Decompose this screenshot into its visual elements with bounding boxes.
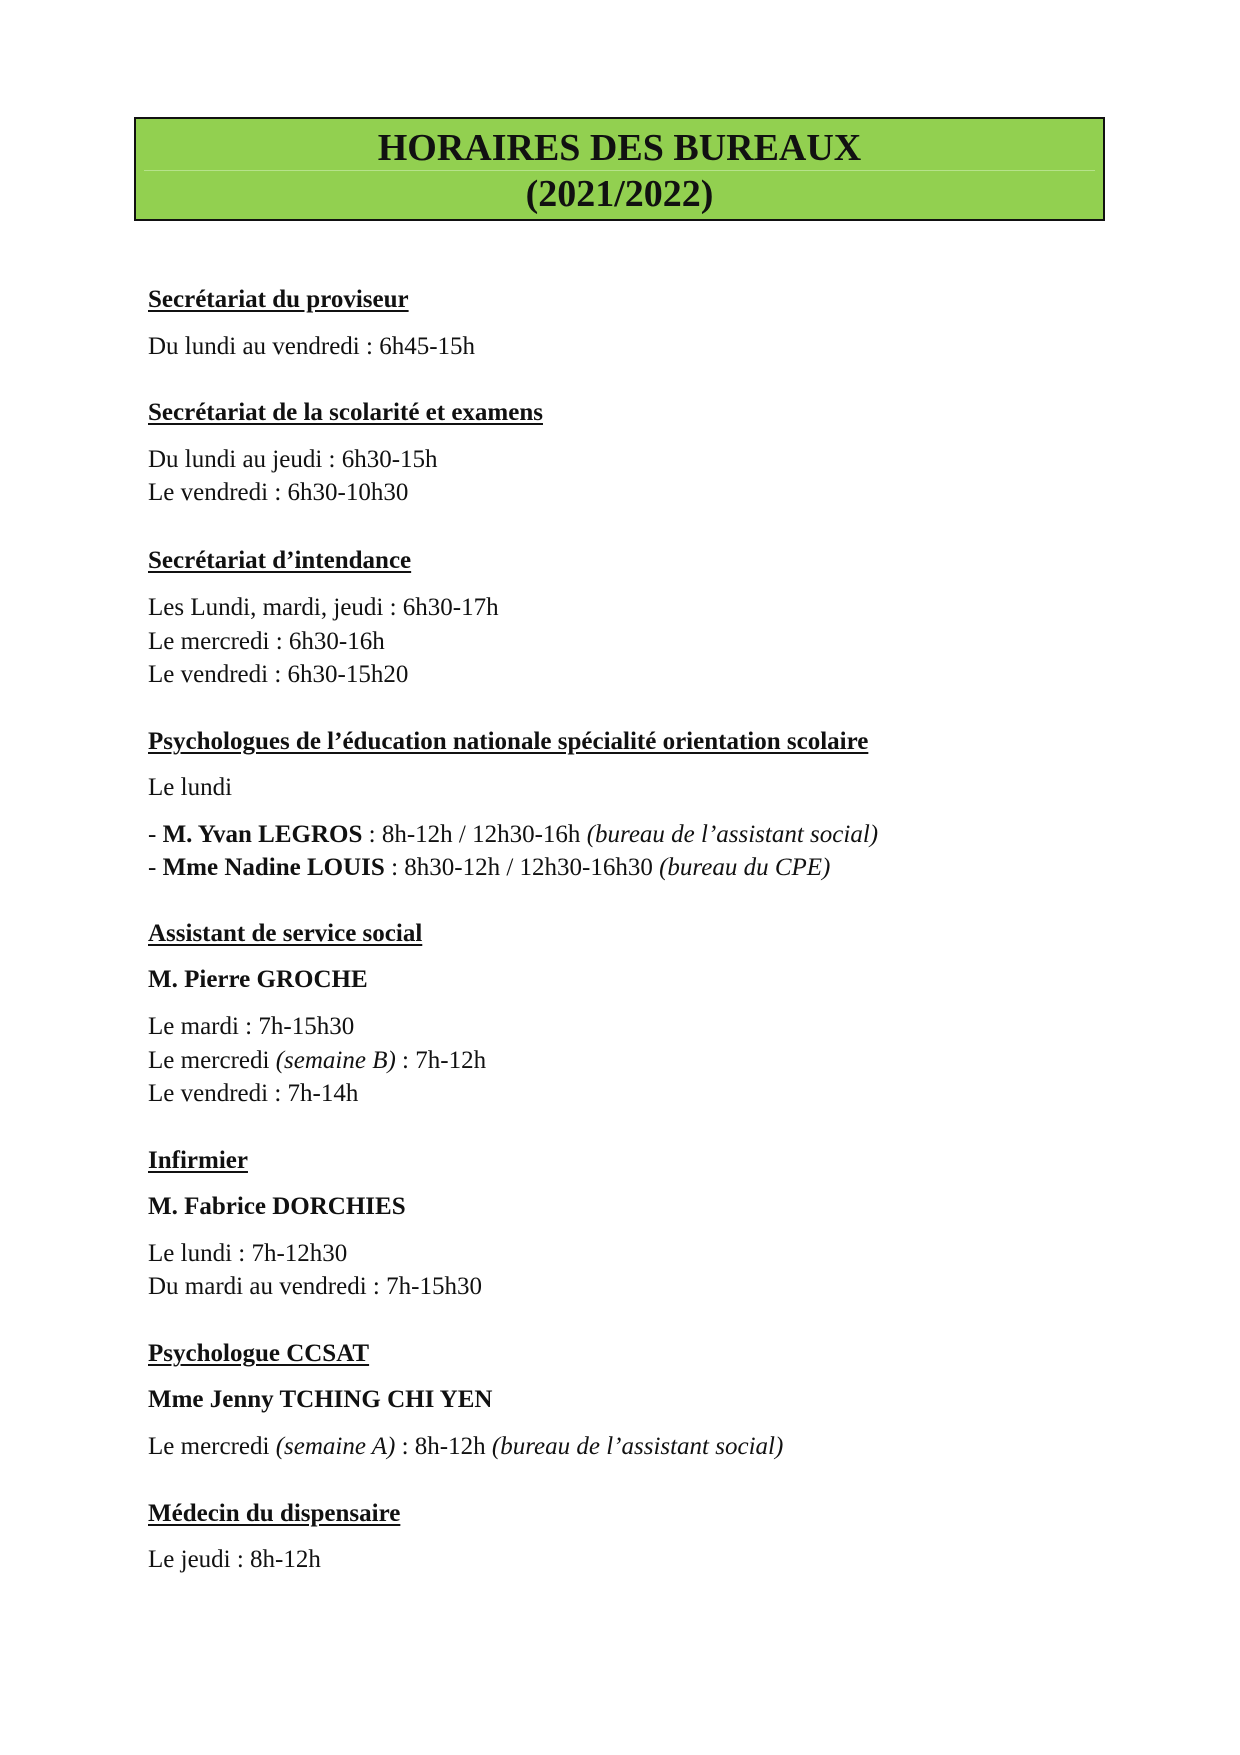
office-note: (bureau de l’assistant social): [491, 1433, 784, 1460]
staff-name: Mme Jenny TCHING CHI YEN: [148, 1386, 493, 1413]
hours-line: Les Lundi, mardi, jeudi : 6h30-17h: [148, 594, 499, 621]
office-note: (bureau du CPE): [659, 854, 831, 881]
hours-line: Le vendredi : 7h-14h: [148, 1080, 359, 1107]
heading-secretariat-scolarite: Secrétariat de la scolarité et examens: [148, 399, 543, 426]
hours-line: Du lundi au jeudi : 6h30-15h: [148, 446, 438, 473]
entry-prefix: -: [148, 854, 163, 881]
hours-value: : 8h-12h: [395, 1433, 492, 1460]
staff-hours: : 8h-12h / 12h30-16h: [362, 821, 587, 848]
day-label: Le mercredi: [148, 1433, 276, 1460]
day-label: Le mercredi: [148, 1047, 276, 1074]
staff-name: Mme Nadine LOUIS: [162, 854, 385, 881]
school-year: (2021/2022): [525, 173, 714, 215]
staff-entry: [148, 853, 830, 883]
week-note: (semaine A): [275, 1433, 396, 1460]
heading-psychologue-ccsat: Psychologue CCSAT: [148, 1340, 370, 1367]
title-divider: [144, 170, 1095, 171]
title-banner: [134, 117, 1105, 221]
heading-psychologues-orientation: Psychologues de l’éducation nationale spécialité orientation scolaire: [148, 728, 869, 755]
heading-secretariat-intendance: Secrétariat d’intendance: [148, 547, 412, 574]
hours-line: Le vendredi : 6h30-10h30: [148, 479, 409, 506]
staff-name: M. Pierre GROCHE: [148, 966, 368, 993]
staff-entry: [148, 820, 878, 850]
hours-line: Le vendredi : 6h30-15h20: [148, 661, 409, 688]
heading-secretariat-proviseur: Secrétariat du proviseur: [148, 286, 409, 313]
hours-line: [148, 1432, 783, 1462]
hours-line: Le jeudi : 8h-12h: [148, 1546, 321, 1573]
staff-name: M. Fabrice DORCHIES: [148, 1193, 406, 1220]
hours-line: Le mardi : 7h-15h30: [148, 1013, 355, 1040]
heading-medecin-dispensaire: Médecin du dispensaire: [148, 1500, 401, 1527]
staff-hours: : 8h30-12h / 12h30-16h30: [384, 854, 660, 881]
hours-line: Du lundi au vendredi : 6h45-15h: [148, 333, 476, 360]
hours-line: Du mardi au vendredi : 7h-15h30: [148, 1273, 482, 1300]
entry-prefix: -: [148, 821, 163, 848]
hours-value: : 7h-12h: [395, 1047, 487, 1074]
day-line: Le lundi: [148, 774, 233, 801]
heading-infirmier: Infirmier: [148, 1147, 248, 1174]
hours-line: Le mercredi : 6h30-16h: [148, 628, 385, 655]
week-note: (semaine B): [275, 1047, 396, 1074]
office-note: (bureau de l’assistant social): [586, 821, 879, 848]
page-title: HORAIRES DES BUREAUX: [377, 127, 862, 169]
staff-name: M. Yvan LEGROS: [162, 821, 363, 848]
hours-line: [148, 1046, 486, 1076]
hours-line: Le lundi : 7h-12h30: [148, 1240, 348, 1267]
heading-assistant-social: Assistant de service social: [148, 920, 423, 947]
